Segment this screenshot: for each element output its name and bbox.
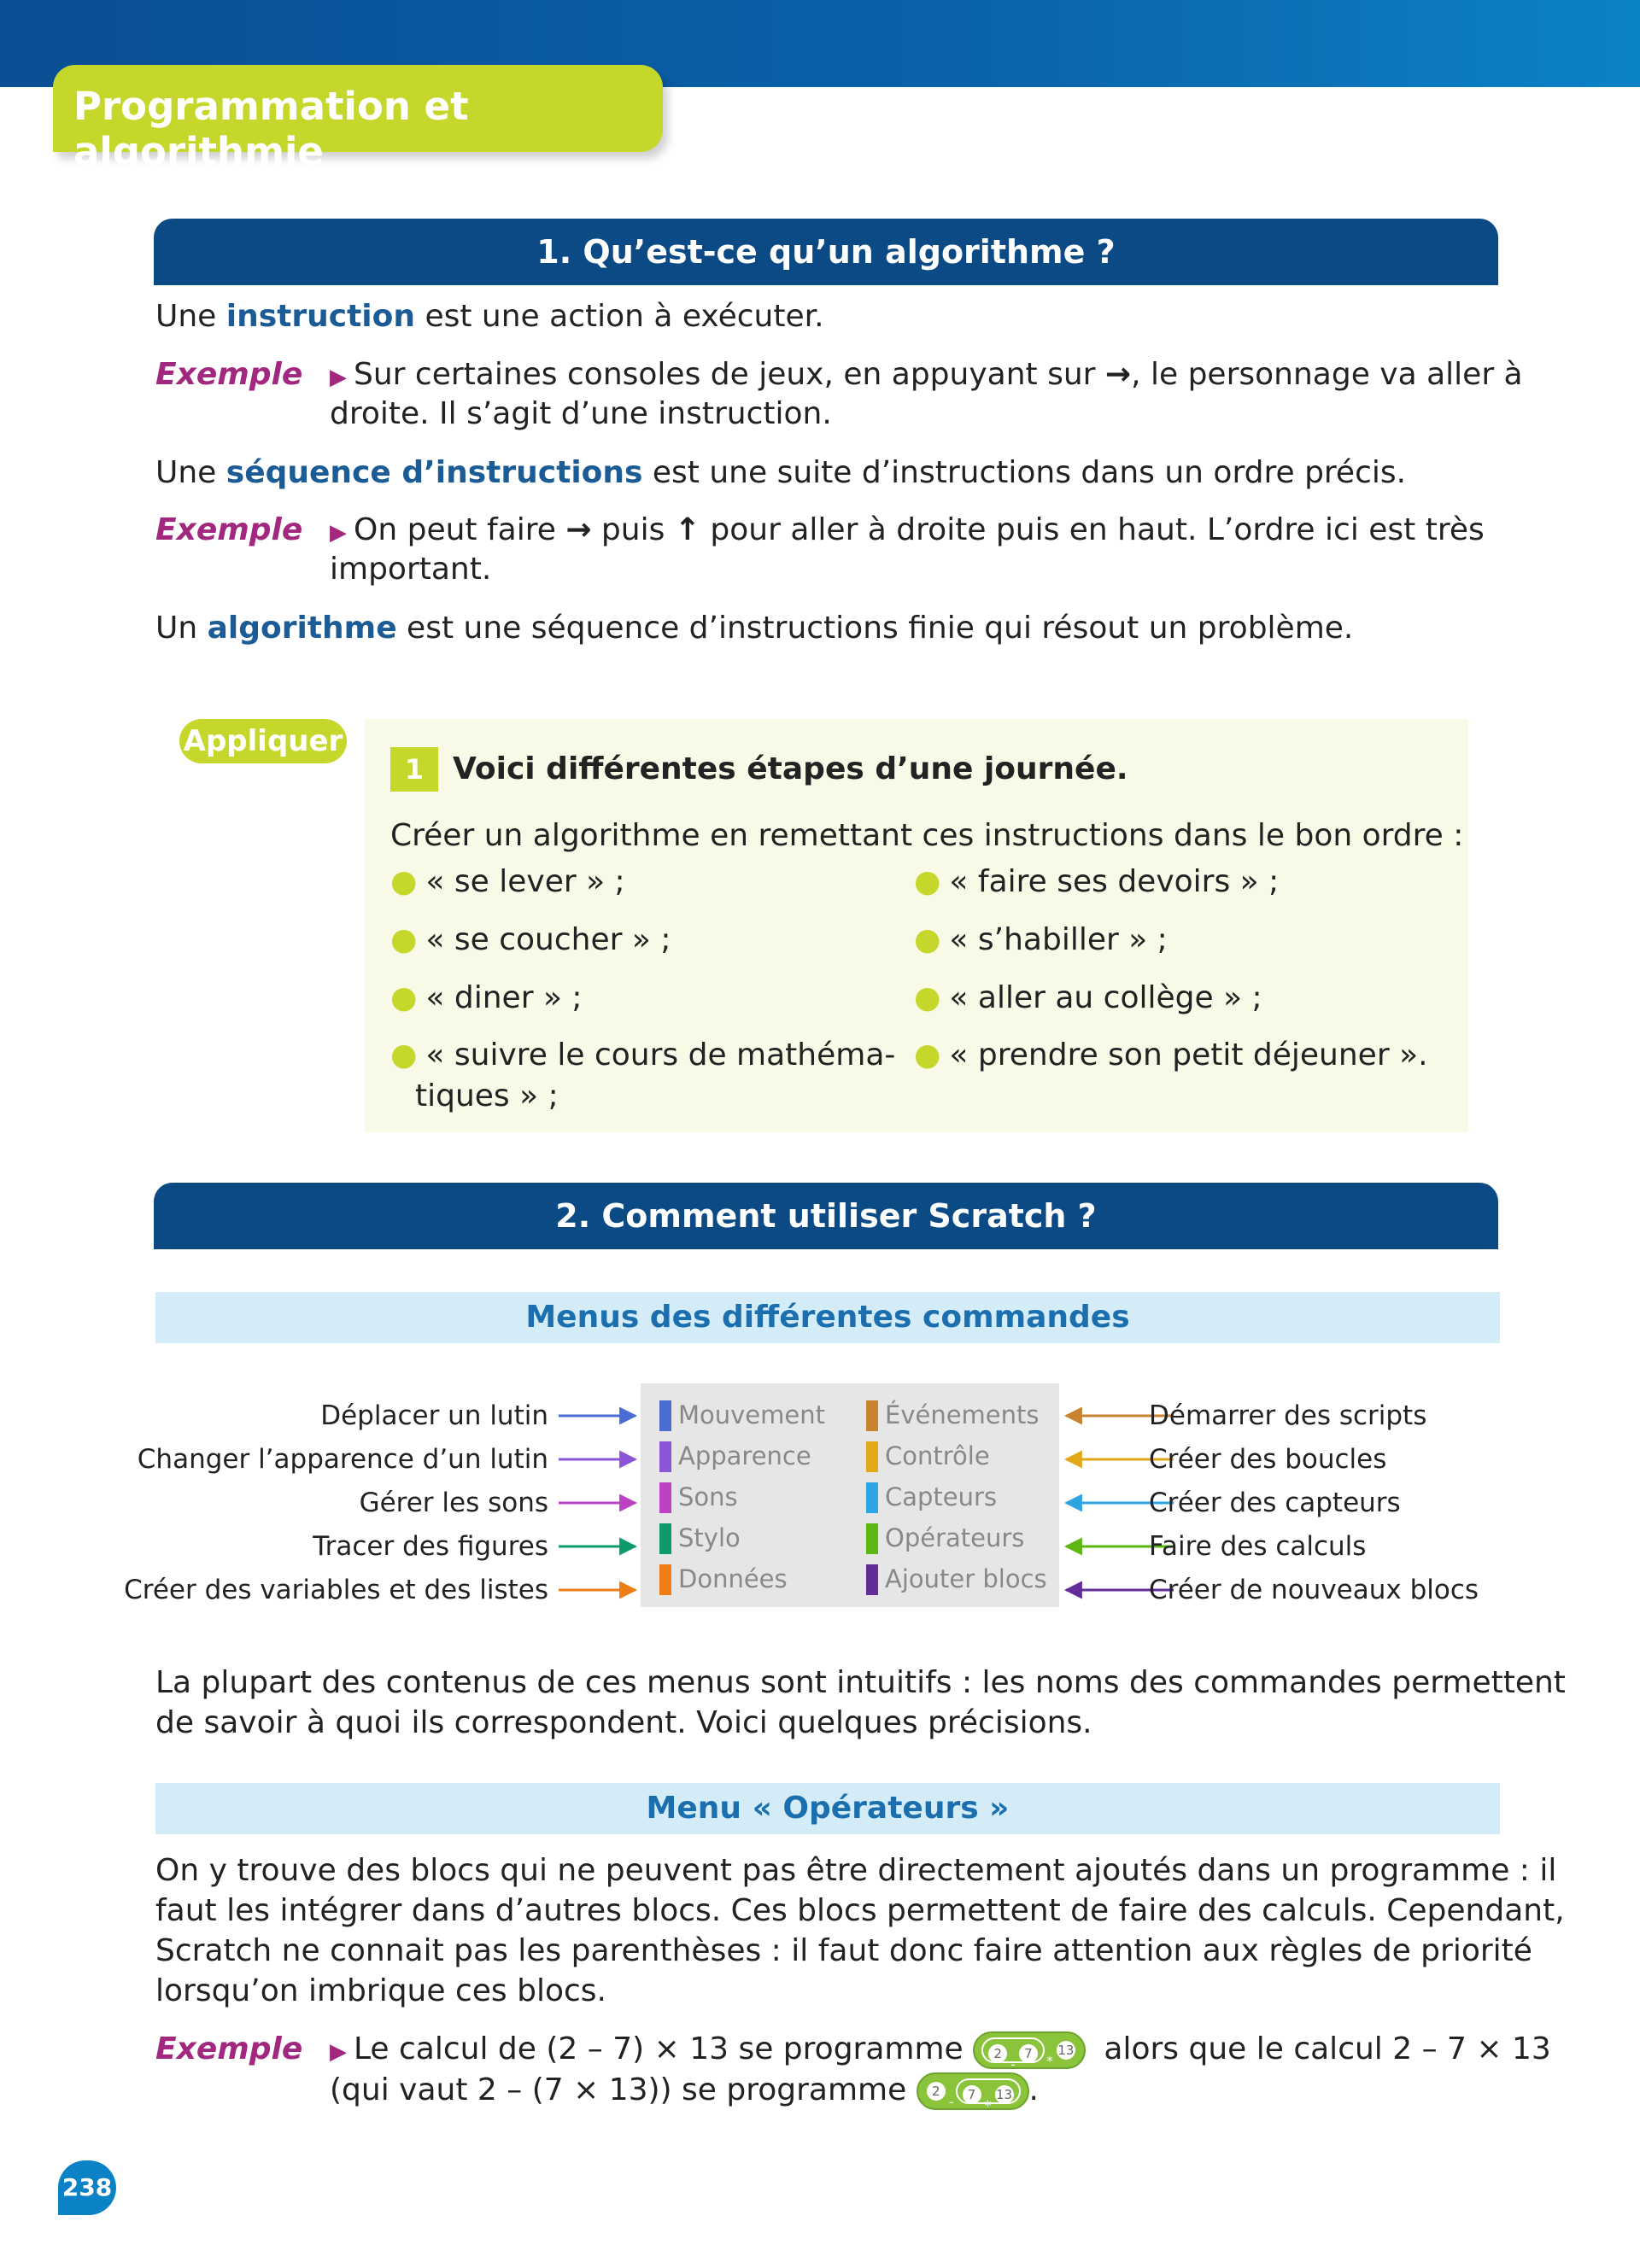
operators-text: Scratch ne connait pas les parenthèses : il faut donc faire attention aux règles de priorité: [155, 1933, 1532, 1968]
bullet-dot-icon: ●: [390, 864, 418, 899]
bullet-triangle-icon: ▶: [330, 2039, 347, 2065]
paragraph-algorithm: Un algorithme est une séquence d’instructions finie qui résout un problème.: [155, 611, 1354, 646]
example-1-line2: droite. Il s’agit d’une instruction.: [330, 396, 832, 431]
palette-item[interactable]: Apparence: [678, 1440, 811, 1472]
menu-label-left: Déplacer un lutin: [320, 1400, 548, 1431]
paragraph-sequence: Une séquence d’instructions est une suite d’instructions dans un ordre précis.: [155, 455, 1407, 490]
menu-label-left: Changer l’apparence d’un lutin: [137, 1444, 548, 1475]
bullet-dot-icon: ●: [914, 922, 941, 957]
scratch-inner-block: 2-7: [981, 2037, 1045, 2063]
palette-item[interactable]: Données: [678, 1563, 788, 1595]
exercise-title: Voici différentes étapes d’une journée.: [453, 751, 1128, 786]
operators-text: lorsqu’on imbrique ces blocs.: [155, 1973, 606, 2008]
exercise-instruction: Créer un algorithme en remettant ces instructions dans le bon ordre :: [390, 818, 1464, 853]
menu-label-right: Faire des calculs: [1149, 1531, 1367, 1562]
right-arrow-icon: →: [565, 512, 592, 547]
chapter-title: Programmation et algorithmie: [73, 84, 469, 174]
keyword-algorithm: algorithme: [207, 611, 397, 646]
exercise-number: 1: [390, 747, 438, 792]
palette-item[interactable]: Ajouter blocs: [885, 1563, 1047, 1595]
up-arrow-icon: ↑: [674, 512, 700, 547]
bullet-dot-icon: ●: [390, 1038, 418, 1073]
bullet-triangle-icon: ▶: [330, 365, 347, 390]
example-label: Exemple: [155, 512, 303, 547]
bullet-dot-icon: ●: [914, 864, 941, 899]
example-2-text: ▶ On peut faire → puis ↑ pour aller à droite puis en haut. L’ordre ici est très: [330, 510, 1485, 553]
chapter-tab: [53, 65, 663, 174]
menu-label-left: Tracer des figures: [313, 1531, 548, 1562]
list-item: ● « aller au collège » ;: [914, 980, 1262, 1015]
scratch-block-priority: 2- 7*13: [917, 2072, 1029, 2110]
bullet-dot-icon: ●: [390, 922, 418, 957]
palette-item[interactable]: Stylo: [678, 1522, 741, 1554]
example-label: Exemple: [155, 357, 303, 392]
menus-intro-line1: La plupart des contenus de ces menus sont intuitifs : les noms des commandes permettent: [155, 1665, 1566, 1700]
menu-label-right: Démarrer des scripts: [1149, 1400, 1427, 1431]
example-1-text: ▶ Sur certaines consoles de jeux, en appuyant sur →, le personnage va aller à: [330, 354, 1523, 398]
page-number: 238: [58, 2160, 116, 2215]
keyword-sequence: séquence d’instructions: [226, 455, 643, 490]
scratch-category-palette: [641, 1383, 1059, 1607]
menus-subheading: Menus des différentes commandes: [155, 1292, 1500, 1343]
operators-text: faut les intégrer dans d’autres blocs. Ces blocs permettent de faire des calculs. Cependant,: [155, 1893, 1565, 1928]
palette-item[interactable]: Événements: [885, 1399, 1040, 1431]
menu-label-right: Créer des capteurs: [1149, 1488, 1401, 1518]
list-item: ● « se lever » ;: [390, 864, 625, 899]
palette-item[interactable]: Capteurs: [885, 1481, 997, 1513]
example-label: Exemple: [155, 2031, 303, 2066]
example-3-line1: ▶ Le calcul de (2 – 7) × 13 se programme 2-7 *13 alors que le calcul 2 – 7 × 13: [330, 2031, 1551, 2072]
left-arrows: [555, 1383, 649, 1607]
bullet-dot-icon: ●: [914, 1038, 941, 1073]
operators-text: On y trouve des blocs qui ne peuvent pas être directement ajoutés dans un programme : il: [155, 1853, 1557, 1888]
example-2-line2: important.: [330, 552, 492, 587]
palette-item[interactable]: Mouvement: [678, 1399, 825, 1431]
list-item: ● « diner » ;: [390, 980, 583, 1015]
menu-label-left: Gérer les sons: [359, 1488, 548, 1518]
list-item: ● « prendre son petit déjeuner ».: [914, 1038, 1428, 1073]
scratch-inner-block: 7*13: [956, 2078, 1021, 2104]
menu-label-right: Créer de nouveaux blocs: [1149, 1575, 1479, 1605]
right-arrow-icon: →: [1104, 357, 1132, 392]
list-item: ● « suivre le cours de mathéma-: [390, 1038, 896, 1073]
menu-label-right: Créer des boucles: [1149, 1444, 1387, 1475]
palette-item[interactable]: Contrôle: [885, 1440, 990, 1472]
paragraph-instruction: Une instruction est une action à exécuter.: [155, 299, 824, 334]
bullet-dot-icon: ●: [914, 980, 941, 1015]
menus-intro-line2: de savoir à quoi ils correspondent. Voici quelques précisions.: [155, 1705, 1092, 1740]
list-item-continued: tiques » ;: [415, 1078, 559, 1114]
operators-subheading: Menu « Opérateurs »: [155, 1783, 1500, 1834]
section-2-heading: 2. Comment utiliser Scratch ?: [154, 1183, 1498, 1249]
list-item: ● « s’habiller » ;: [914, 922, 1168, 957]
example-3-line2: (qui vaut 2 – (7 × 13)) se programme 2- 7*13 .: [330, 2072, 1039, 2113]
scratch-block-grouped: 2-7 *13: [973, 2031, 1086, 2069]
bullet-dot-icon: ●: [390, 980, 418, 1015]
section-1-heading: 1. Qu’est-ce qu’un algorithme ?: [154, 219, 1498, 285]
menu-label-left: Créer des variables et des listes: [124, 1575, 548, 1605]
list-item: ● « se coucher » ;: [390, 922, 671, 957]
palette-item[interactable]: Opérateurs: [885, 1522, 1024, 1554]
keyword-instruction: instruction: [226, 299, 416, 334]
apply-badge: Appliquer: [179, 719, 347, 763]
bullet-triangle-icon: ▶: [330, 520, 347, 546]
list-item: ● « faire ses devoirs » ;: [914, 864, 1280, 899]
palette-item[interactable]: Sons: [678, 1481, 738, 1513]
